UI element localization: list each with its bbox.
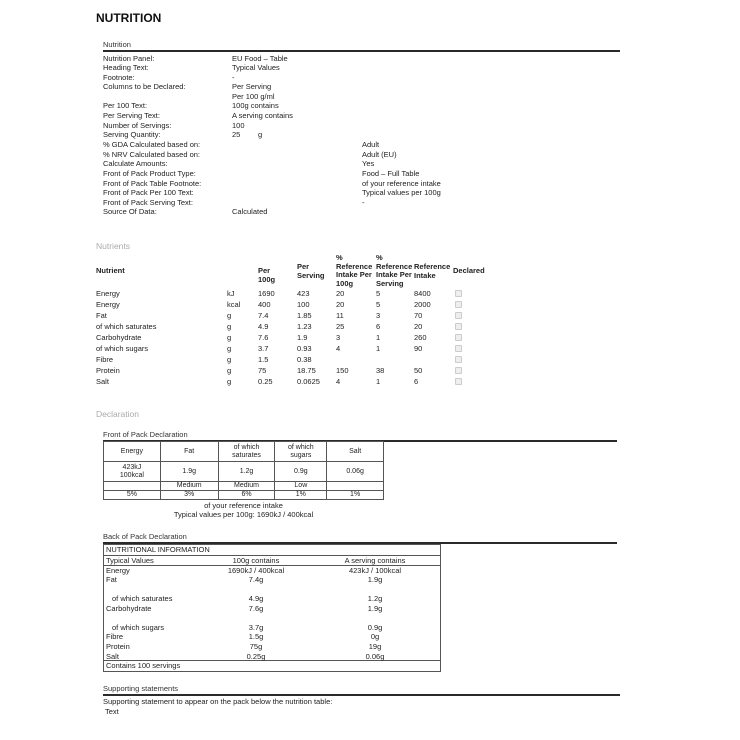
bop-cell-name: Protein	[106, 641, 130, 651]
bop-cell-per-serving: 0g	[370, 632, 380, 642]
cell-ri: 70	[414, 311, 423, 320]
bop-row	[104, 585, 440, 604]
cell-ri: 260	[414, 333, 427, 342]
fop-header-row-cell: of which saturates	[218, 442, 275, 462]
field-value: -	[362, 197, 365, 207]
field-value: Adult (EU)	[362, 149, 397, 159]
bop-cell-per100: 4.9g	[248, 594, 264, 604]
bop-cell-per100: 3.7g	[248, 622, 264, 632]
cell-name: of which sugars	[96, 344, 149, 353]
field-label: Footnote:	[103, 72, 135, 82]
cell-per-serving: 423	[297, 289, 310, 298]
fop-amount-row-cell: 0.9g	[275, 462, 327, 482]
cell-ri-per-serving: 1	[376, 333, 381, 342]
cell-name: Fibre	[96, 355, 114, 364]
fop-amount-row-cell: 0.06g	[327, 462, 384, 482]
fop-percent-row-cell: 6%	[218, 491, 275, 500]
bop-footer: Contains 100 servings	[106, 661, 181, 671]
col-header-declared: Declared	[453, 266, 485, 275]
cell-unit: g	[227, 377, 232, 386]
cell-per100: 75	[258, 366, 267, 375]
bop-row	[104, 604, 440, 614]
bop-cell-name: Energy	[106, 565, 130, 575]
field-label: Front of Pack Serving Text:	[103, 197, 193, 207]
bop-cell-name: Carbohydrate	[106, 603, 152, 613]
bop-header-row: Typical Values 100g contains A serving contains	[104, 556, 440, 566]
bop-cell-name: of which sugars	[112, 622, 165, 632]
field-label: % GDA Calculated based on:	[103, 140, 201, 149]
field-value: Calculated	[232, 207, 268, 217]
field-value: -	[232, 72, 235, 82]
field-label: Nutrition Panel:	[103, 53, 155, 63]
fop-header-row-cell: of which sugars	[275, 442, 327, 462]
fop-level-row-cell	[104, 482, 161, 491]
bop-cell-per-serving: 0.06g	[365, 651, 385, 661]
cell-per100: 3.7	[258, 344, 269, 353]
field-value: Adult	[362, 140, 380, 149]
cell-per100: 1.5	[258, 355, 269, 364]
field-label: % NRV Calculated based on:	[103, 149, 201, 159]
field-value: Per 100 g/ml	[232, 91, 275, 101]
field-label: Front of Pack Per 100 Text:	[103, 188, 194, 198]
fop-level-row-cell: Medium	[218, 482, 275, 491]
field-label: Heading Text:	[103, 63, 149, 72]
cell-ri-per-serving: 38	[376, 366, 385, 375]
bop-row	[104, 652, 440, 662]
cell-ri-per100: 150	[336, 366, 349, 375]
field-label: Serving Quantity:	[103, 130, 161, 140]
field-label: Front of Pack Table Footnote:	[103, 178, 202, 188]
cell-unit: g	[227, 333, 232, 342]
declared-checkbox[interactable]	[455, 323, 462, 330]
fop-percent-row-cell: 3%	[160, 491, 218, 500]
col-header-per-serving: Per Serving	[297, 262, 325, 280]
bop-cell-per-serving: 1.9g	[367, 603, 383, 613]
bop-row	[104, 613, 440, 632]
cell-ri: 20	[414, 322, 423, 331]
bop-title: NUTRITIONAL INFORMATION	[104, 545, 440, 556]
cell-per100: 7.6	[258, 333, 269, 342]
declared-checkbox[interactable]	[455, 356, 462, 363]
bop-cell-per100: 0.25g	[246, 651, 266, 661]
fop-level-row	[104, 482, 384, 491]
declared-checkbox[interactable]	[455, 301, 462, 308]
fop-footnote: of your reference intake	[204, 501, 283, 510]
cell-unit: g	[227, 366, 232, 375]
bop-row	[104, 632, 440, 642]
cell-ri-per100: 25	[336, 322, 345, 331]
bop-cell-per-serving: 423kJ / 100kcal	[348, 565, 402, 575]
cell-per-serving: 100	[297, 300, 310, 309]
bop-cell-per-serving: 0.9g	[367, 622, 383, 632]
bop-cell-per-serving: 1.9g	[367, 575, 383, 585]
field-label: Front of Pack Product Type:	[103, 169, 196, 178]
field-value: Yes	[362, 159, 375, 169]
bop-cell-name: of which saturates	[112, 594, 173, 604]
field-label: Number of Servings:	[103, 120, 172, 130]
field-unit: g	[258, 130, 263, 140]
declared-checkbox[interactable]	[455, 345, 462, 352]
cell-unit: g	[227, 322, 232, 331]
page-title: NUTRITION	[96, 11, 162, 25]
col-header-nutrient: Nutrient	[96, 266, 125, 275]
col-header-ri: Reference Intake	[414, 262, 451, 280]
nutrients-section-label: Nutrients	[96, 241, 131, 251]
field-value: EU Food – Table	[232, 53, 288, 63]
fop-percent-row-cell: 5%	[104, 491, 161, 500]
nutrition-section-label: Nutrition	[103, 40, 131, 49]
cell-unit: g	[227, 355, 232, 364]
field-value: 25	[232, 130, 241, 140]
cell-per-serving: 1.9	[297, 333, 308, 342]
fop-amount-row-cell: 423kJ 100kcal	[104, 462, 161, 482]
cell-ri: 50	[414, 366, 423, 375]
bop-cell-per100: 7.6g	[248, 603, 264, 613]
supporting-text: Text	[105, 707, 119, 716]
fop-header-row-cell: Fat	[160, 442, 218, 462]
cell-per100: 0.25	[258, 377, 273, 386]
bop-row	[104, 566, 440, 576]
declared-checkbox[interactable]	[455, 290, 462, 297]
front-of-pack-table	[103, 441, 384, 500]
cell-ri-per100: 4	[336, 344, 341, 353]
col-header-ri-per-serving: % Reference Intake Per Serving	[376, 253, 413, 288]
cell-per-serving: 0.0625	[297, 377, 320, 386]
cell-ri-per100: 3	[336, 333, 341, 342]
field-value: Food – Full Table	[362, 169, 420, 178]
fop-amount-row-cell: 1.9g	[160, 462, 218, 482]
cell-ri: 90	[414, 344, 423, 353]
cell-per100: 7.4	[258, 311, 269, 320]
field-label: Columns to be Declared:	[103, 82, 186, 92]
cell-per100: 4.9	[258, 322, 269, 331]
cell-per-serving: 0.38	[297, 355, 312, 364]
cell-ri-per-serving: 1	[376, 344, 381, 353]
col-header-per100: Per 100g	[258, 266, 276, 284]
bop-row	[104, 575, 440, 585]
cell-per-serving: 1.85	[297, 311, 312, 320]
cell-name: Fat	[96, 311, 107, 320]
bop-cell-per100: 7.4g	[248, 575, 264, 585]
cell-unit: g	[227, 344, 232, 353]
fop-percent-row-cell: 1%	[327, 491, 384, 500]
bop-cell-per100: 1690kJ / 400kcal	[227, 565, 285, 575]
fop-header-row	[104, 442, 384, 462]
cell-per-serving: 1.23	[297, 322, 312, 331]
declared-checkbox[interactable]	[455, 312, 462, 319]
fop-per100-text: Typical values per 100g: 1690kJ / 400kcal	[173, 510, 314, 519]
supporting-prompt: Supporting statement to appear on the pack below the nutrition table:	[103, 697, 333, 706]
cell-name: Protein	[96, 366, 120, 375]
fop-level-row-cell	[327, 482, 384, 491]
declaration-section-label: Declaration	[96, 409, 139, 419]
bop-cell-per100: 1.5g	[248, 632, 264, 642]
cell-name: Salt	[96, 377, 109, 386]
bop-cell-name: Fibre	[106, 632, 124, 642]
divider	[103, 694, 620, 696]
bop-cell-per-serving: 1.2g	[367, 594, 383, 604]
cell-name: of which saturates	[96, 322, 157, 331]
bop-row	[104, 642, 440, 652]
bop-cell-per-serving: 19g	[368, 641, 382, 651]
cell-ri-per100: 11	[336, 311, 344, 320]
declared-checkbox[interactable]	[455, 334, 462, 341]
col-header-ri-per100: % Reference Intake Per 100g	[336, 253, 373, 288]
fop-percent-row	[104, 491, 384, 500]
cell-unit: kJ	[227, 289, 235, 298]
field-value: 100	[232, 120, 245, 130]
supporting-label: Supporting statements	[103, 684, 179, 693]
bop-cell-name: Fat	[106, 575, 117, 585]
fop-header-row-cell: Salt	[327, 442, 384, 462]
field-label: Per Serving Text:	[103, 111, 160, 120]
field-label: Calculate Amounts:	[103, 159, 168, 169]
cell-name: Energy	[96, 289, 120, 298]
bop-cell-per100: 75g	[249, 641, 263, 651]
bop-rows	[104, 566, 440, 662]
cell-ri-per-serving: 1	[376, 377, 381, 386]
cell-ri: 8400	[414, 289, 431, 298]
cell-ri-per-serving: 5	[376, 289, 381, 298]
declared-checkbox[interactable]	[455, 378, 462, 385]
field-value: Typical values per 100g	[362, 188, 441, 198]
fop-level-row-cell: Medium	[160, 482, 218, 491]
cell-per-serving: 18.75	[297, 366, 316, 375]
cell-name: Energy	[96, 300, 120, 309]
cell-name: Carbohydrate	[96, 333, 142, 342]
field-value: A serving contains	[232, 111, 293, 120]
back-of-pack-table	[103, 544, 441, 672]
bop-label: Back of Pack Declaration	[103, 532, 187, 541]
cell-ri-per-serving: 6	[376, 322, 381, 331]
cell-ri-per100: 20	[336, 289, 345, 298]
cell-per-serving: 0.93	[297, 344, 312, 353]
fop-header-row-cell: Energy	[104, 442, 161, 462]
fop-amount-row	[104, 462, 384, 482]
field-value: 100g contains	[232, 101, 279, 111]
cell-ri-per-serving: 3	[376, 311, 381, 320]
field-value: of your reference intake	[362, 178, 441, 188]
field-label: Source Of Data:	[103, 207, 157, 217]
cell-per100: 400	[258, 300, 271, 309]
fop-level-row-cell: Low	[275, 482, 327, 491]
fop-label: Front of Pack Declaration	[103, 430, 188, 439]
cell-ri: 2000	[414, 300, 431, 309]
cell-unit: kcal	[227, 300, 241, 309]
fop-amount-row-cell: 1.2g	[218, 462, 275, 482]
field-label: Per 100 Text:	[103, 101, 148, 111]
field-value: Typical Values	[232, 63, 280, 72]
divider	[103, 50, 620, 52]
bop-cell-name: Salt	[106, 651, 119, 661]
cell-unit: g	[227, 311, 232, 320]
cell-ri-per100: 4	[336, 377, 341, 386]
cell-ri-per100: 20	[336, 300, 345, 309]
cell-ri: 6	[414, 377, 419, 386]
field-value: Per Serving	[232, 82, 272, 92]
cell-per100: 1690	[258, 289, 275, 298]
declared-checkbox[interactable]	[455, 367, 462, 374]
cell-ri-per-serving: 5	[376, 300, 381, 309]
fop-percent-row-cell: 1%	[275, 491, 327, 500]
